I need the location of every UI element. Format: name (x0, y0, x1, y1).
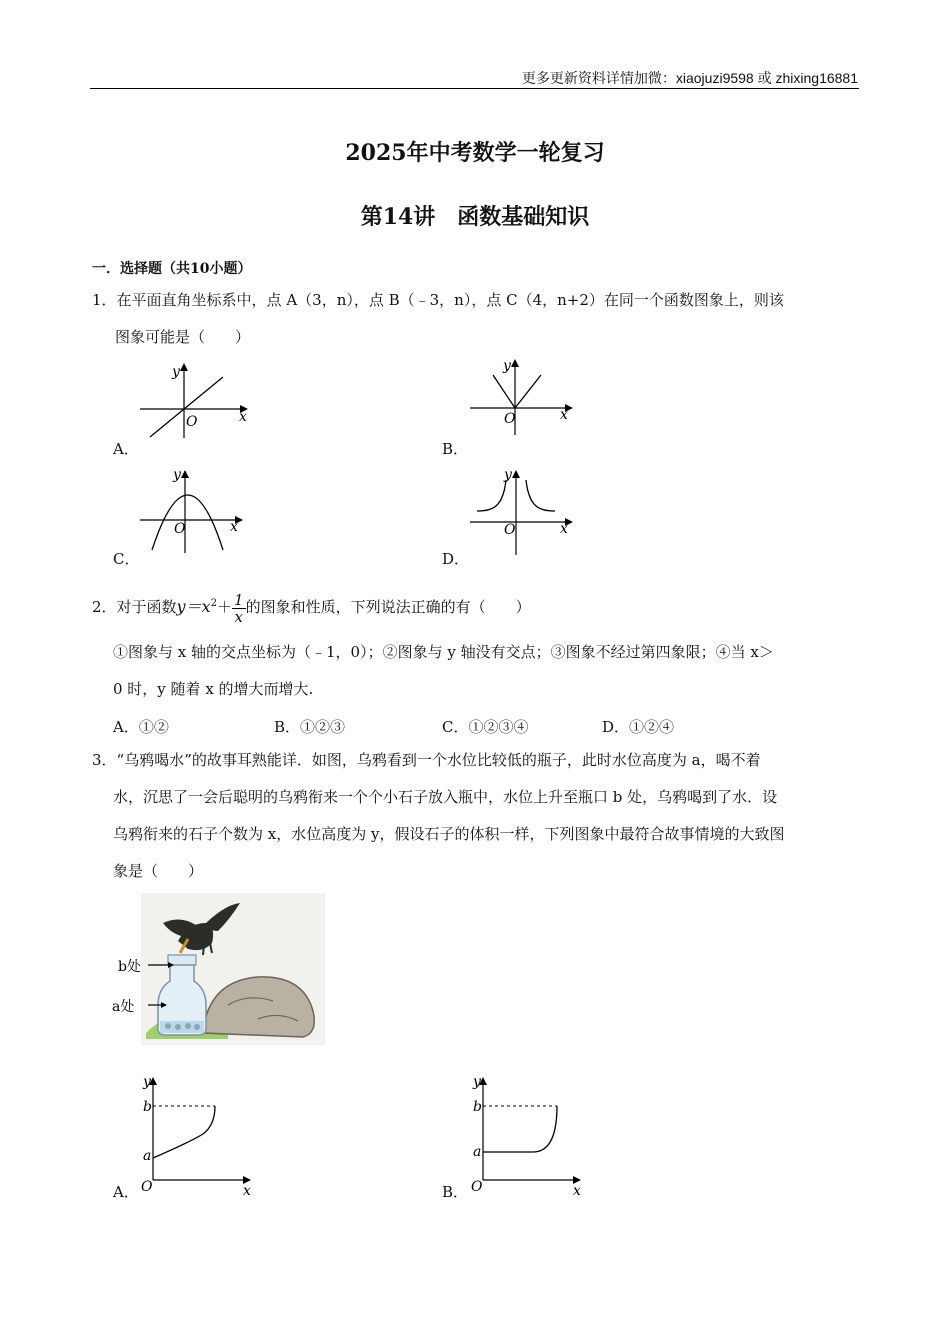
tick-b-label: b (143, 1099, 152, 1115)
axis-origin-label: O (174, 521, 186, 537)
q3-option-b[interactable]: B． (442, 1183, 469, 1201)
axis-y-label: y (173, 467, 181, 483)
axis-origin-label: O (186, 414, 198, 430)
axis-x-label: x (243, 1183, 251, 1199)
q1-text-line1: 1．在平面直角坐标系中，点 A（3，n），点 B（﹣3，n），点 C（4，n+2）在同一个函数图象上，则该 (92, 291, 784, 309)
q1-option-b[interactable]: B． (442, 440, 469, 458)
axis-x-label: x (560, 407, 568, 423)
label-b-position: b处 (118, 959, 141, 975)
q2-fraction: $\frac{1}{x}$ (234, 590, 244, 626)
header-contact: 更多更新资料详情加微：xiaojuzi9598 或 zhixing16881 (521, 70, 858, 86)
tick-a-label: a (143, 1148, 152, 1164)
q3-option-a[interactable]: A． (113, 1183, 139, 1201)
q2-option-c[interactable]: C．①②③④ (442, 718, 529, 736)
q2-option-a[interactable]: A．①② (113, 718, 169, 736)
axis-origin-label: O (504, 411, 516, 427)
q2-lead: 2．对于函数 (92, 598, 177, 616)
q2-func-plus: ＋ (217, 598, 233, 616)
axis-x-label: x (573, 1183, 581, 1199)
page-title: 2025年中考数学一轮复习 (345, 140, 605, 166)
q3-text-line4: 象是（ ） (113, 862, 204, 880)
q1-graph-b (465, 355, 585, 435)
q3-graph-b (465, 1070, 595, 1199)
tick-b-label: b (473, 1099, 482, 1115)
q3-text-line2: 水，沉思了一会后聪明的乌鸦衔来一个个小石子放入瓶中，水位上升至瓶口 b 处，乌鸦喝到了水．设 (113, 788, 778, 806)
q3-text-line3: 乌鸦衔来的石子个数为 x，水位高度为 y，假设石子的体积一样，下列图象中最符合故事情境的大致图 (113, 825, 785, 843)
q1-text-line2: 图象可能是（ ） (115, 328, 251, 346)
q1-graph-c (135, 465, 255, 555)
q2-tail: 的图象和性质，下列说法正确的有（ ） (245, 598, 531, 616)
q1-option-a[interactable]: A． (113, 440, 139, 458)
crow-bottle-illustration (108, 893, 325, 1045)
q1-graph-a (135, 360, 255, 440)
q2-text-line1 (92, 583, 531, 628)
q1-option-d[interactable]: D． (442, 550, 470, 568)
axis-y-label: y (172, 364, 180, 380)
q2-option-b[interactable]: B．①②③ (274, 718, 346, 736)
axis-x-label: x (239, 409, 247, 425)
tick-a-label: a (473, 1144, 482, 1160)
q3-text-line1: 3．“乌鸦喝水”的故事耳熟能详．如图，乌鸦看到一个水位比较低的瓶子，此时水位高度为 a，喝不着 (92, 751, 761, 769)
axis-y-label: y (503, 358, 511, 374)
axis-y-label: y (143, 1074, 151, 1090)
axis-x-label: x (230, 519, 238, 535)
axis-x-label: x (560, 521, 568, 537)
axis-origin-label: O (504, 522, 516, 538)
axis-origin-label: O (141, 1179, 153, 1195)
axis-y-label: y (504, 467, 512, 483)
header-rule (90, 88, 859, 89)
q2-func-sup: 2 (210, 598, 217, 609)
q2-statement-line2: 0 时，y 随着 x 的增大而增大. (113, 680, 314, 698)
q2-func-y: y＝x (176, 597, 211, 616)
section-heading: 一．选择题（共10小题） (92, 261, 252, 277)
axis-y-label: y (473, 1074, 481, 1090)
label-a-position: a处 (112, 999, 135, 1015)
q3-graph-a (135, 1070, 265, 1199)
q1-graph-d (465, 465, 585, 555)
axis-origin-label: O (471, 1179, 483, 1195)
q1-option-c[interactable]: C． (113, 550, 140, 568)
q2-option-d[interactable]: D．①②④ (602, 718, 675, 736)
q2-statement-line1: ①图象与 x 轴的交点坐标为（﹣1，0）；②图象与 y 轴没有交点；③图象不经过第四象限；④当 x＞ (113, 643, 774, 661)
lesson-title: 第14讲 函数基础知识 (360, 204, 590, 230)
